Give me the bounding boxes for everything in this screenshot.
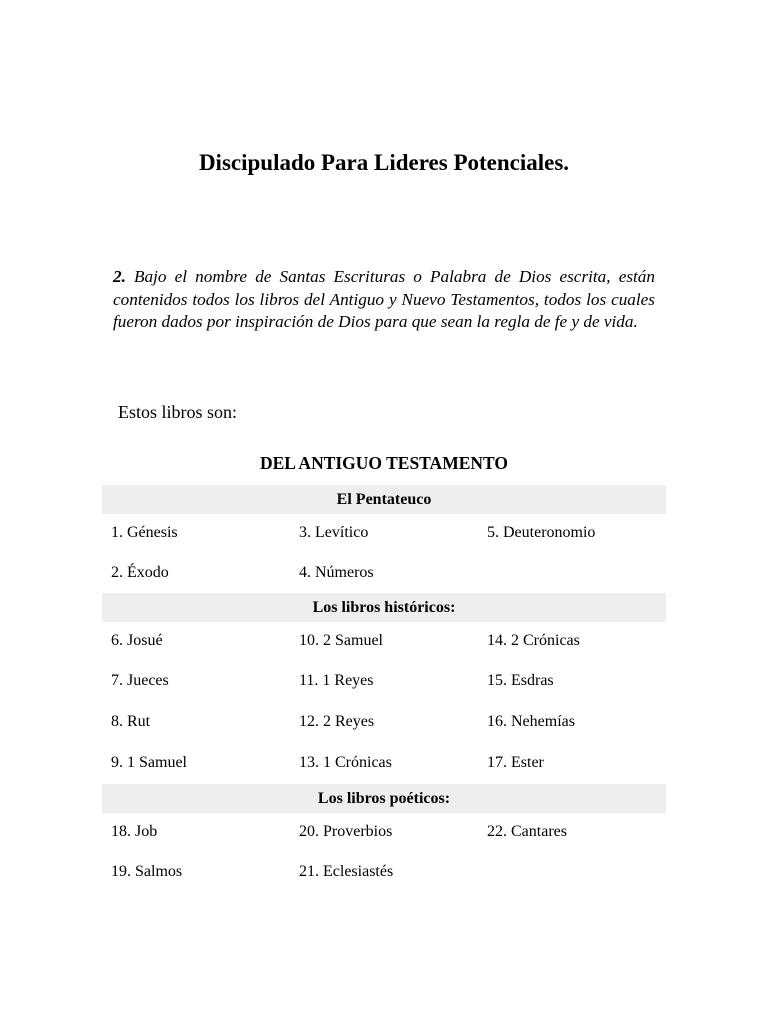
old-testament-heading: DEL ANTIGUO TESTAMENTO bbox=[260, 453, 508, 473]
paragraph-number: 2. bbox=[113, 267, 126, 286]
paragraph-text: Bajo el nombre de Santas Escrituras o Palabra de Dios escrita, están contenidos todos los libros del Antiguo y Nuevo Testamentos, todos los cuales fueron dados por inspiración de Dios para que sean la regla de fe y de vida. bbox=[113, 267, 655, 331]
table-row bbox=[102, 552, 666, 593]
table-row bbox=[102, 701, 666, 742]
book-cell: 15. Esdras bbox=[487, 671, 554, 689]
book-cell: 5. Deuteronomio bbox=[487, 524, 596, 541]
book-cell: 14. 2 Crónicas bbox=[487, 632, 580, 649]
book-cell: 10. 2 Samuel bbox=[299, 632, 383, 649]
table-row bbox=[102, 660, 666, 701]
book-cell: 8. Rut bbox=[111, 712, 151, 730]
book-cell: 18. Job bbox=[111, 823, 158, 840]
intro-paragraph bbox=[113, 266, 655, 334]
book-cell: 4. Números bbox=[299, 563, 374, 581]
book-cell: 2. Éxodo bbox=[111, 563, 169, 581]
book-cell: 3. Levítico bbox=[299, 524, 369, 541]
book-cell: 7. Jueces bbox=[111, 671, 169, 689]
table-row bbox=[102, 742, 666, 784]
group-header-poeticos: Los libros poéticos: bbox=[102, 784, 666, 813]
book-cell: 19. Salmos bbox=[111, 862, 183, 880]
books-intro: Estos libros son: bbox=[118, 402, 238, 422]
book-cell: 21. Eclesiastés bbox=[299, 862, 394, 880]
book-cell: 13. 1 Crónicas bbox=[299, 754, 392, 771]
group-header-historicos: Los libros históricos: bbox=[102, 593, 666, 622]
book-cell: 20. Proverbios bbox=[299, 823, 393, 840]
book-cell: 16. Nehemías bbox=[487, 712, 575, 730]
group-header-pentateuco: El Pentateuco bbox=[102, 485, 666, 514]
book-cell: 17. Ester bbox=[487, 754, 544, 771]
table-row bbox=[102, 622, 666, 660]
book-cell: 22. Cantares bbox=[487, 823, 567, 840]
book-cell: 9. 1 Samuel bbox=[111, 754, 187, 771]
table-row bbox=[102, 813, 666, 851]
book-cell: 12. 2 Reyes bbox=[299, 712, 375, 730]
table-row bbox=[102, 514, 666, 552]
page-title: Discipulado Para Lideres Potenciales. bbox=[198, 150, 570, 175]
books-table bbox=[102, 485, 666, 892]
book-cell: 1. Génesis bbox=[111, 524, 178, 541]
book-cell: 6. Josué bbox=[111, 632, 163, 649]
book-cell: 11. 1 Reyes bbox=[299, 671, 374, 689]
table-row bbox=[102, 851, 666, 892]
